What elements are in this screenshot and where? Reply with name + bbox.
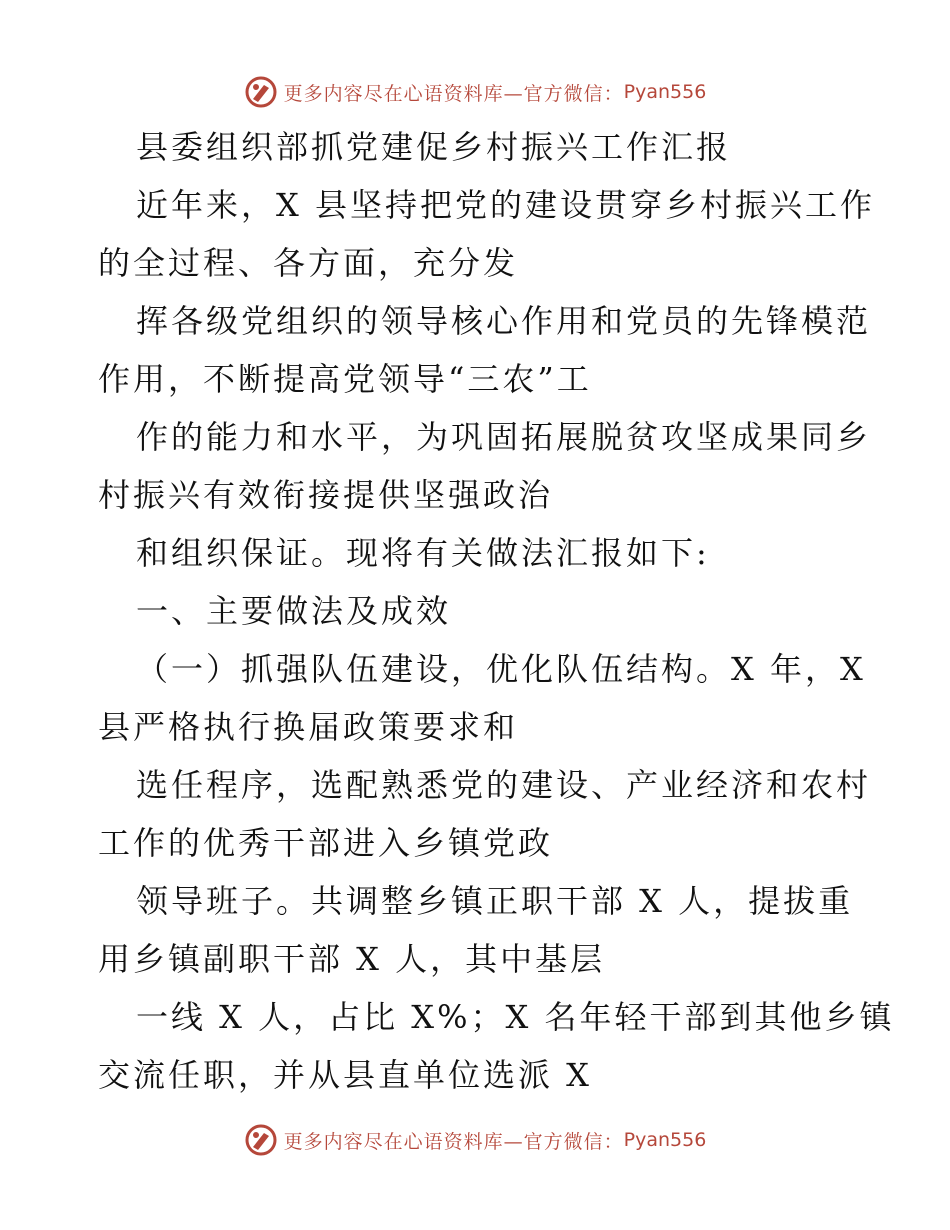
text-line: 交流任职，并从县直单位选派 X xyxy=(98,1056,592,1094)
text-line: 领导班子。共调整乡镇正职干部 X 人，提拔重 xyxy=(136,882,854,920)
text-line: （一）抓强队伍建设，优化队伍结构。X 年，X xyxy=(136,650,866,688)
text-line: 用乡镇副职干部 X 人，其中基层 xyxy=(98,940,606,978)
watermark-wechat-id: Pyan556 xyxy=(623,81,707,103)
watermark-logo-icon xyxy=(244,1123,278,1157)
text-line: 一、主要做法及成效 xyxy=(136,592,452,630)
text-line: 作的能力和水平，为巩固拓展脱贫攻坚成果同乡 xyxy=(136,418,872,456)
document-body xyxy=(0,118,950,1104)
text-line: 和组织保证。现将有关做法汇报如下: xyxy=(136,534,710,572)
text-line: 近年来，X 县坚持把党的建设贯穿乡村振兴工作 xyxy=(136,186,875,224)
text-line: 的全过程、各方面，充分发 xyxy=(98,244,519,282)
text-line: 一线 X 人，占比 X%；X 名年轻干部到其他乡镇 xyxy=(136,998,895,1036)
document-title: 县委组织部抓党建促乡村振兴工作汇报 xyxy=(136,128,732,166)
watermark-text: 更多内容尽在心语资料库—官方微信： xyxy=(283,1130,624,1153)
text-line: 村振兴有效衔接提供坚强政治 xyxy=(98,476,554,514)
text-line: 县严格执行换届政策要求和 xyxy=(98,708,519,746)
watermark-wechat-id: Pyan556 xyxy=(623,1129,707,1151)
footer-watermark xyxy=(0,1120,950,1160)
text-line: 挥各级党组织的领导核心作用和党员的先锋模范 xyxy=(136,302,872,340)
text-line: 选任程序，选配熟悉党的建设、产业经济和农村 xyxy=(136,766,872,804)
watermark-text: 更多内容尽在心语资料库—官方微信： xyxy=(283,82,624,105)
header-watermark xyxy=(0,72,950,112)
text-line: 工作的优秀干部进入乡镇党政 xyxy=(98,824,554,862)
watermark-logo-icon xyxy=(244,75,278,109)
text-line: 作用，不断提高党领导“三农”工 xyxy=(98,360,592,398)
